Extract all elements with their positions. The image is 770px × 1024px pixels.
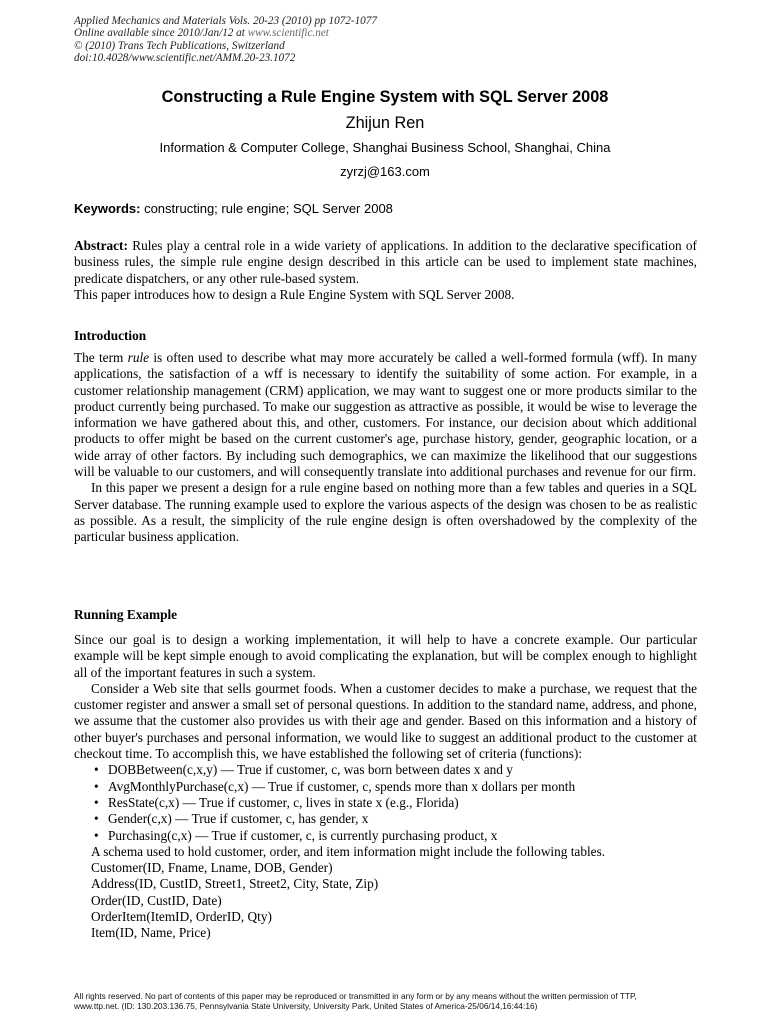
criteria-item xyxy=(74,795,697,811)
criteria-item xyxy=(74,762,697,778)
intro-text-pre: The term xyxy=(74,350,128,365)
criteria-text: AvgMonthlyPurchase(c,x) — True if customer, c, spends more than x dollars per month xyxy=(108,778,576,794)
abstract-section xyxy=(74,238,697,303)
footer-line-2: www.ttp.net. (ID: 130.203.136.75, Pennsylvania State University, University Park, United States of America-25/06/14,16:44:16) xyxy=(74,1001,538,1011)
schema-table: Address(ID, CustID, Street1, Street2, City, State, Zip) xyxy=(91,876,379,892)
criteria-text: Gender(c,x) — True if customer, c, has gender, x xyxy=(108,811,369,827)
paper-title: Constructing a Rule Engine System with SQL Server 2008 xyxy=(161,88,609,106)
criteria-text: Purchasing(c,x) — True if customer, c, is currently purchasing product, x xyxy=(108,827,498,843)
header-url-link[interactable]: www.scientific.net xyxy=(247,27,329,40)
author-email: zyrzj@163.com xyxy=(340,164,430,179)
header-online-text: Online available since 2010/Jan/12 at xyxy=(74,27,248,40)
schema-table: Order(ID, CustID, Date) xyxy=(91,892,222,908)
keywords-text: constructing; rule engine; SQL Server 2008 xyxy=(140,201,393,216)
bullet-icon: • xyxy=(94,794,99,810)
author-affiliation: Information & Computer College, Shanghai Business School, Shanghai, China xyxy=(159,140,611,155)
intro-text-post: is often used to describe what may more accurately be called a well-formed formula (wff). In many applications, the satisfaction of a wff is necessary to identify the suitability of some action. For example, in a customer relationship management (CRM) application, we may want to suggest one or more products similar to the product currently being purchased. To make our suggestion as attractive as possible, it would be wise to leverage the information we have gathered about this, and other, customers. For instance, our decision about which additional products to offer might be based on the current customer's age, purchase history, gender, geographic location, or a wide array of other factors. By including such demographics, we can maximize the likelihood that our suggestions will be valuable to our customers, and will consequently translate into additional purchases and revenue for our firm. xyxy=(74,350,697,480)
header-line-2 xyxy=(74,27,377,39)
schema-table: Customer(ID, Fname, Lname, DOB, Gender) xyxy=(91,860,333,876)
bullet-icon: • xyxy=(94,827,99,843)
criteria-text: ResState(c,x) — True if customer, c, lives in state x (e.g., Florida) xyxy=(108,794,459,810)
header-line-4: doi:10.4028/www.scientific.net/AMM.20-23.1072 xyxy=(74,51,296,64)
intro-term-rule: rule xyxy=(127,350,150,365)
footer-line-1: All rights reserved. No part of contents of this paper may be reproduced or transmitted in any form or by any means without the written permission of TTP, xyxy=(74,991,637,1001)
introduction-section xyxy=(74,350,697,546)
running-paragraph-3: A schema used to hold customer, order, and item information might include the following tables. xyxy=(91,843,606,859)
copyright-footer xyxy=(74,991,704,1011)
abstract-paragraph-1 xyxy=(74,238,697,287)
criteria-item xyxy=(74,779,697,795)
running-paragraph-1: Since our goal is to design a working implementation, it will help to have a concrete example. Our particular example will be kept simple enough to avoid complicating the explanation, but will be complex enough to highlight all of the important features in such a system. xyxy=(74,632,697,680)
introduction-paragraph-1 xyxy=(74,350,697,480)
criteria-item xyxy=(74,828,697,844)
introduction-paragraph-2: In this paper we present a design for a rule engine based on nothing more than a few tables and queries in a SQL Server database. The running example used to explore the various aspects of the design was chosen to be as realistic as possible. As a result, the simplicity of the rule engine design is often overshadowed by the complexity of the particular business application. xyxy=(74,480,697,545)
schema-table: OrderItem(ItemID, OrderID, Qty) xyxy=(91,909,272,925)
schema-list xyxy=(74,860,697,941)
bullet-icon: • xyxy=(94,762,99,778)
author-name: Zhijun Ren xyxy=(345,114,425,132)
bullet-icon: • xyxy=(94,778,99,794)
keywords xyxy=(74,201,393,216)
header-line-3: © (2010) Trans Tech Publications, Switzerland xyxy=(74,39,285,52)
abstract-label: Abstract: xyxy=(74,238,128,253)
running-example-heading: Running Example xyxy=(74,607,178,622)
running-example-section xyxy=(74,632,697,942)
schema-table: Item(ID, Name, Price) xyxy=(91,925,211,941)
bullet-icon: • xyxy=(94,811,99,827)
keywords-label: Keywords: xyxy=(74,201,141,216)
criteria-item xyxy=(74,811,697,827)
abstract-text: Rules play a central role in a wide variety of applications. In addition to the declarative specification of business rules, the simple rule engine design described in this article can be used to implement state machines, predicate dispatchers, or any other rule-based system. xyxy=(74,238,697,286)
criteria-list xyxy=(74,762,697,843)
header-line-1: Applied Mechanics and Materials Vols. 20-23 (2010) pp 1072-1077 xyxy=(74,15,377,27)
introduction-heading: Introduction xyxy=(74,328,147,343)
running-paragraph-2: Consider a Web site that sells gourmet foods. When a customer decides to make a purchase, we request that the customer register and answer a small set of personal questions. In addition to the standard name, address, and phone, we assume that the customer also provides us with their age and gender. Based on this information and a history of other buyer's purchases and personal information, we would like to suggest an additional product to the customer at checkout time. To accomplish this, we have established the following set of criteria (functions): xyxy=(74,680,697,762)
criteria-text: DOBBetween(c,x,y) — True if customer, c, was born between dates x and y xyxy=(108,762,513,778)
journal-header xyxy=(74,15,377,64)
abstract-paragraph-2: This paper introduces how to design a Rule Engine System with SQL Server 2008. xyxy=(74,286,515,302)
